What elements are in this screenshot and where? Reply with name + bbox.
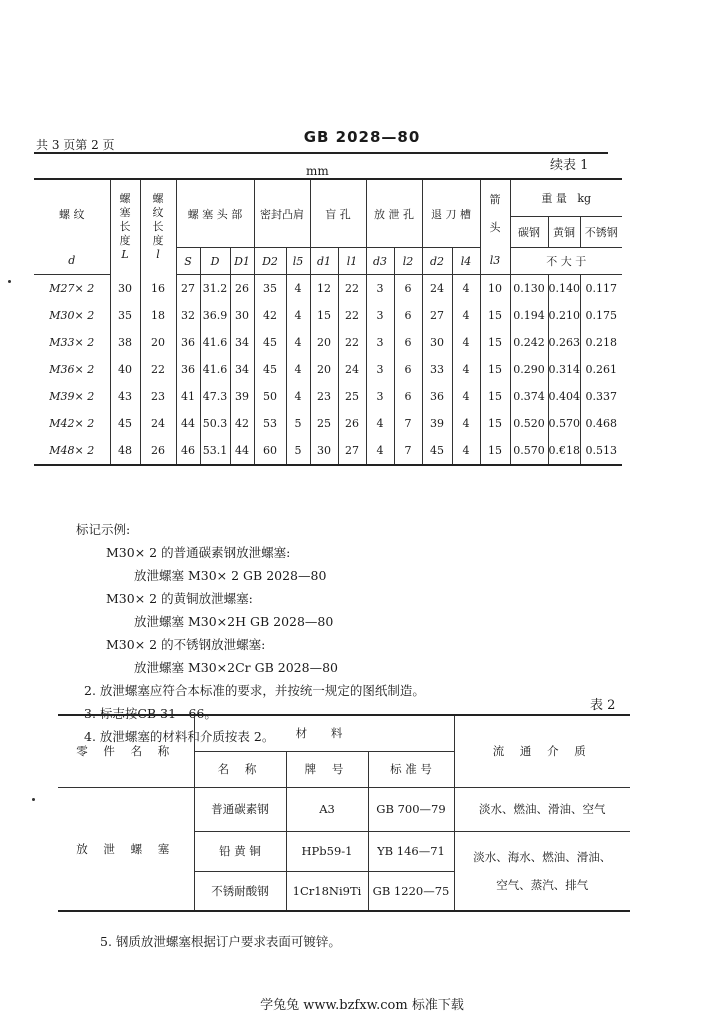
standard-header: 标 准 号 <box>368 751 454 787</box>
table-cell: 0.314 <box>548 356 580 383</box>
table-cell: 47.3 <box>200 383 230 410</box>
table-cell: 4 <box>286 329 310 356</box>
table-cell: 4 <box>452 329 480 356</box>
table-cell: 6 <box>394 356 422 383</box>
thread-length-header: 螺 纹 长 度 l <box>140 179 176 275</box>
table-cell: 16 <box>140 275 176 303</box>
thread-size-cell: M42× 2 <box>34 410 110 437</box>
table-cell: 24 <box>338 356 366 383</box>
table-cell: 41.6 <box>200 329 230 356</box>
part-name: 放 泄 螺 塞 <box>58 787 194 911</box>
table-cell: 32 <box>176 302 200 329</box>
table-cell: 22 <box>338 275 366 303</box>
table-cell: 41 <box>176 383 200 410</box>
dimension-table-body <box>34 275 622 466</box>
table-cell: 4 <box>286 356 310 383</box>
table-cell: 24 <box>140 410 176 437</box>
table-cell: 0.570 <box>510 437 548 465</box>
thread-size-cell: M27× 2 <box>34 275 110 303</box>
table-cell: 15 <box>480 383 510 410</box>
example-3-desc: M30× 2 的不锈钢放泄螺塞: <box>106 637 266 652</box>
table-cell: 36 <box>176 329 200 356</box>
table-cell: 15 <box>310 302 338 329</box>
blind-hole-header: 盲 孔 <box>310 179 366 248</box>
scan-dot <box>8 280 11 283</box>
note-item-2: 2. 放泄螺塞应符合本标准的要求，并按统一规定的图纸制造。 <box>84 683 425 698</box>
table-cell: 34 <box>230 356 254 383</box>
table-cell: 0.290 <box>510 356 548 383</box>
table-cell: 23 <box>310 383 338 410</box>
table-cell: 22 <box>140 356 176 383</box>
table-cell: 0.468 <box>585 417 617 430</box>
example-2-code: 放泄螺塞 M30×2H GB 2028—80 <box>134 614 334 629</box>
stainless-header: 不锈钢 <box>580 217 622 248</box>
table-cell: 0.570 <box>548 410 580 437</box>
table-cell: 20 <box>310 329 338 356</box>
table-cell: 12 <box>310 275 338 303</box>
table-cell: 15 <box>480 302 510 329</box>
table1-caption: 续表 1 <box>550 158 589 173</box>
grade-header: 牌 号 <box>286 751 368 787</box>
thread-header: 螺 纹 <box>34 179 110 248</box>
table-cell: 0.194 <box>510 302 548 329</box>
table-cell: 4 <box>286 275 310 303</box>
table-row <box>34 275 622 303</box>
table-cell: 3 <box>366 356 394 383</box>
table-cell: 27 <box>422 302 452 329</box>
table-cell: 50.3 <box>200 410 230 437</box>
undercut-header: 退 刀 槽 <box>422 179 480 248</box>
material-medium: 淡水、燃油、滑油、空气 <box>454 787 630 831</box>
table-cell: 4 <box>452 356 480 383</box>
table-cell: 50 <box>254 383 286 410</box>
sub-header: l2 <box>394 248 422 275</box>
table-cell: 15 <box>480 437 510 465</box>
table-row <box>34 329 622 356</box>
note-item-4: 4. 放泄螺塞的材料和介质按表 2。 <box>84 729 275 744</box>
table-cell: 4 <box>366 410 394 437</box>
arrow-header: 箭 头 <box>480 179 510 248</box>
table-cell: 20 <box>140 329 176 356</box>
table-cell: 0.175 <box>585 309 617 322</box>
table-row <box>34 410 622 437</box>
table-cell: 30 <box>422 329 452 356</box>
plug-length-header: 螺 塞 长 度 L <box>110 179 140 275</box>
note-item-3: 3. 标志按CB 31—66。 <box>84 706 217 721</box>
table-cell: 4 <box>286 302 310 329</box>
table-cell: 5 <box>286 410 310 437</box>
table-cell: 0.117 <box>585 282 617 295</box>
table-cell: 5 <box>286 437 310 465</box>
table-cell: 0.140 <box>548 275 580 303</box>
table-cell: 6 <box>394 275 422 303</box>
page-info: 共 3 页第 2 页 <box>36 138 115 152</box>
table-cell: 6 <box>394 329 422 356</box>
material-grade: 1Cr18Ni9Ti <box>286 871 368 911</box>
table-cell: 6 <box>394 383 422 410</box>
table-cell: 42 <box>254 302 286 329</box>
material-table <box>58 714 630 912</box>
table-cell: 43 <box>110 383 140 410</box>
sub-header: D <box>200 248 230 275</box>
table-cell: 26 <box>230 275 254 303</box>
note-item-5: 5. 钢质放泄螺塞根据订户要求表面可镀锌。 <box>100 934 341 949</box>
thread-size-cell: M48× 2 <box>34 437 110 465</box>
table-cell: 25 <box>338 383 366 410</box>
table-cell: 23 <box>140 383 176 410</box>
table-cell: 48 <box>110 437 140 465</box>
table-cell: 6 <box>394 302 422 329</box>
table-cell: 15 <box>480 329 510 356</box>
thread-size-cell: M36× 2 <box>34 356 110 383</box>
table-cell: 38 <box>110 329 140 356</box>
material-name: 不锈耐酸钢 <box>194 871 286 911</box>
table-cell: 0.520 <box>510 410 548 437</box>
sub-header: d2 <box>422 248 452 275</box>
table-cell: 36 <box>422 383 452 410</box>
unit-label: mm <box>306 164 329 178</box>
table-cell: 45 <box>254 329 286 356</box>
table-cell: 40 <box>110 356 140 383</box>
material-medium: 淡水、海水、燃油、滑油、 空气、蒸汽、排气 <box>454 831 630 911</box>
table-cell: 33 <box>422 356 452 383</box>
table-cell: 0.261 <box>585 363 617 376</box>
carbon-steel-header: 碳钢 <box>510 217 548 248</box>
medium-header: 流 通 介 质 <box>454 715 630 787</box>
material-name: 普通碳素钢 <box>194 787 286 831</box>
table-cell: 45 <box>254 356 286 383</box>
name-header: 名 称 <box>194 751 286 787</box>
table-cell: 44 <box>176 410 200 437</box>
table-cell: 30 <box>230 302 254 329</box>
part-name-header: 零 件 名 称 <box>58 715 194 787</box>
table-cell: 39 <box>230 383 254 410</box>
table-row <box>34 437 622 465</box>
table-cell: 30 <box>310 437 338 465</box>
example-1-desc: M30× 2 的普通碳素钢放泄螺塞: <box>106 545 291 560</box>
table-cell: 24 <box>422 275 452 303</box>
table-cell: 36.9 <box>200 302 230 329</box>
table-cell: 60 <box>254 437 286 465</box>
table-cell: 0.218 <box>585 336 617 349</box>
material-standard: YB 146—71 <box>368 831 454 871</box>
table-cell: 3 <box>366 329 394 356</box>
table-cell: 45 <box>110 410 140 437</box>
material-header: 材 料 <box>194 715 454 751</box>
example-2-desc: M30× 2 的黄铜放泄螺塞: <box>106 591 253 606</box>
table-cell: 27 <box>176 275 200 303</box>
table-cell: 4 <box>452 302 480 329</box>
sub-header: l1 <box>338 248 366 275</box>
example-title: 标记示例: <box>76 522 131 537</box>
material-standard: GB 700—79 <box>368 787 454 831</box>
sub-header: d1 <box>310 248 338 275</box>
example-3-code: 放泄螺塞 M30×2Cr GB 2028—80 <box>134 660 338 675</box>
table-cell: 0.404 <box>548 383 580 410</box>
table-cell: 46 <box>176 437 200 465</box>
table-cell: 35 <box>110 302 140 329</box>
example-1-code: 放泄螺塞 M30× 2 GB 2028—80 <box>134 568 327 583</box>
table-cell: 4 <box>286 383 310 410</box>
table-cell: 15 <box>480 410 510 437</box>
seal-shoulder-header: 密封凸肩 <box>254 179 310 248</box>
sub-header: l3 <box>480 248 510 275</box>
sub-header: D1 <box>230 248 254 275</box>
table-cell: 53 <box>254 410 286 437</box>
table-cell: 26 <box>140 437 176 465</box>
sub-header: l4 <box>452 248 480 275</box>
material-standard: GB 1220—75 <box>368 871 454 911</box>
table-cell: 25 <box>310 410 338 437</box>
table-cell: 42 <box>230 410 254 437</box>
table-cell: 41.6 <box>200 356 230 383</box>
table-cell: 3 <box>366 383 394 410</box>
thread-size-cell: M33× 2 <box>34 329 110 356</box>
table-row <box>34 302 622 329</box>
table-cell: 3 <box>366 302 394 329</box>
table-cell: 0.242 <box>510 329 548 356</box>
table-cell: 15 <box>480 356 510 383</box>
scan-dot <box>32 798 35 801</box>
table-cell: 30 <box>110 275 140 303</box>
footer-watermark: 学兔兔 www.bzfxw.com 标准下载 <box>260 998 464 1013</box>
table-cell: 4 <box>452 437 480 465</box>
table-cell: 18 <box>140 302 176 329</box>
table-cell: 4 <box>452 410 480 437</box>
table-cell: 0.263 <box>548 329 580 356</box>
sub-header: D2 <box>254 248 286 275</box>
sub-header: d3 <box>366 248 394 275</box>
table-cell: 44 <box>230 437 254 465</box>
table-cell: 53.1 <box>200 437 230 465</box>
material-name: 铅 黄 铜 <box>194 831 286 871</box>
weight-header: 重 量 kg <box>510 179 622 217</box>
thread-size-cell: M30× 2 <box>34 302 110 329</box>
sub-header: S <box>176 248 200 275</box>
table-cell: 10 <box>480 275 510 303</box>
material-grade: HPb59-1 <box>286 831 368 871</box>
header-rule <box>34 152 608 154</box>
table-cell: 31.2 <box>200 275 230 303</box>
table-cell: 36 <box>176 356 200 383</box>
sub-header: l5 <box>286 248 310 275</box>
table-cell: 4 <box>452 275 480 303</box>
thread-size-cell: M39× 2 <box>34 383 110 410</box>
table-cell: 0.130 <box>510 275 548 303</box>
table-cell: 0.€18 <box>548 437 580 465</box>
table-row <box>34 356 622 383</box>
material-grade: A3 <box>286 787 368 831</box>
table-cell: 4 <box>366 437 394 465</box>
plug-head-header: 螺 塞 头 部 <box>176 179 254 248</box>
table-cell: 39 <box>422 410 452 437</box>
table2-caption: 表 2 <box>590 698 616 713</box>
table-cell: 7 <box>394 437 422 465</box>
drain-hole-header: 放 泄 孔 <box>366 179 422 248</box>
thread-d-header: d <box>34 248 110 275</box>
table-cell: 7 <box>394 410 422 437</box>
table-cell: 26 <box>338 410 366 437</box>
table-cell: 34 <box>230 329 254 356</box>
table-cell: 45 <box>422 437 452 465</box>
table-cell: 35 <box>254 275 286 303</box>
dimension-table <box>34 178 622 466</box>
table-cell: 22 <box>338 302 366 329</box>
table-cell: 0.374 <box>510 383 548 410</box>
table-cell: 0.513 <box>580 437 622 465</box>
standard-number: GB 2028—80 <box>303 128 421 146</box>
table-cell: 0.210 <box>548 302 580 329</box>
table-cell: 22 <box>338 329 366 356</box>
brass-header: 黄铜 <box>548 217 580 248</box>
table-row <box>34 383 622 410</box>
table-cell: 0.337 <box>585 390 617 403</box>
table-cell: 20 <box>310 356 338 383</box>
table-cell: 4 <box>452 383 480 410</box>
table-cell: 3 <box>366 275 394 303</box>
table-cell: 27 <box>338 437 366 465</box>
not-greater-header: 不 大 于 <box>510 248 622 275</box>
